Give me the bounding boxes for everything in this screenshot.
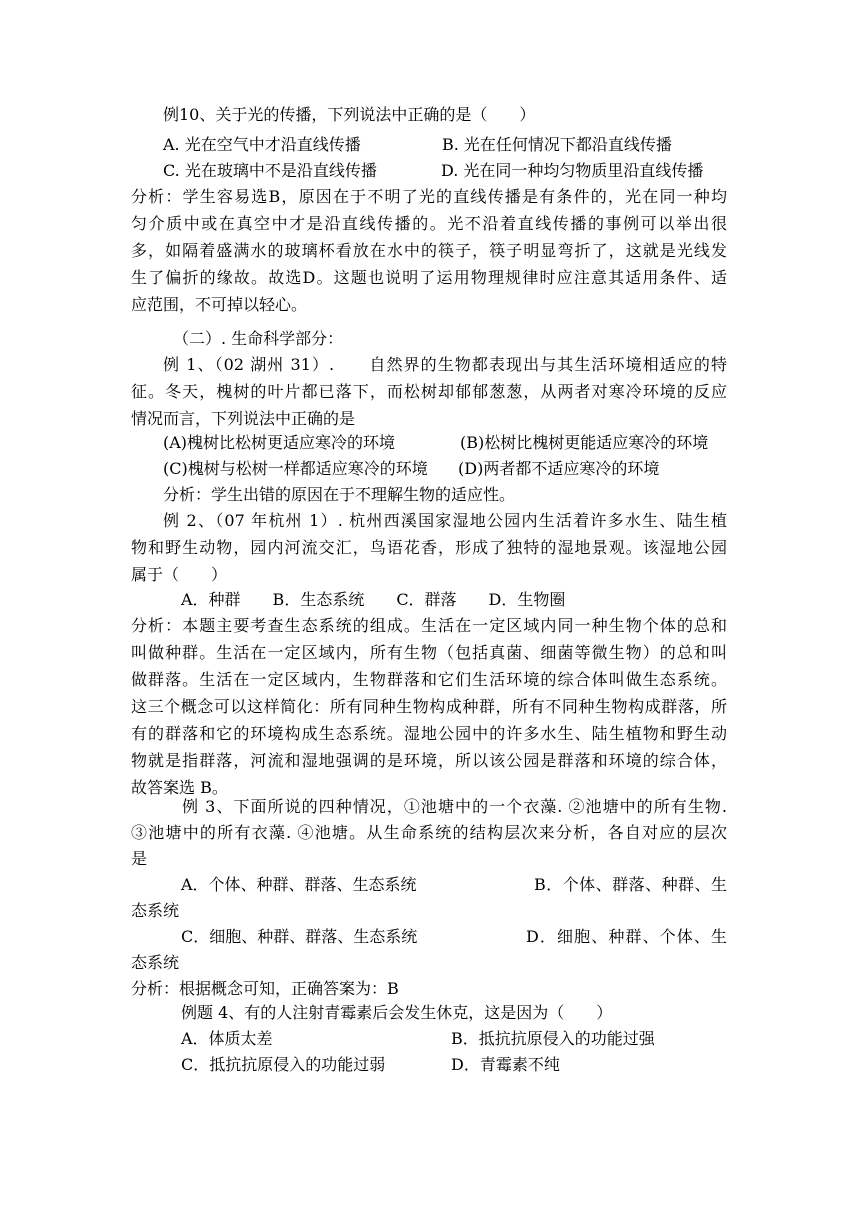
example-1-option-b: (B)松树比槐树更能适应寒冷的环境 <box>460 433 709 452</box>
example-10-analysis-line: 多，如隔着盛满水的玻璃杯看放在水中的筷子，筷子明显弯折了，这就是光线发 <box>131 241 727 260</box>
example-10-analysis-line: 分析：学生容易选B，原因在于不明了光的直线传播是有条件的，光在同一种均 <box>131 187 727 206</box>
example-4-option-a: A．体质太差 <box>181 1029 273 1048</box>
example-3-option-c: C．细胞、种群、群落、生态系统 <box>181 927 418 946</box>
example-10-option-b: B. 光在任何情况下都沿直线传播 <box>442 135 672 154</box>
example-10-option-c: C. 光在玻璃中不是沿直线传播 <box>163 161 377 180</box>
example-1-option-c: (C)槐树与松树一样都适应寒冷的环境 <box>163 459 428 478</box>
example-2-question-line: 属于（ ） <box>131 565 228 584</box>
example-4-option-b: B．抵抗抗原侵入的功能过强 <box>451 1029 655 1048</box>
example-1-option-d: (D)两者都不适应寒冷的环境 <box>458 459 660 478</box>
example-2-analysis-line: 有的群落和它的环境构成生态系统。湿地公园中的许多水生、陆生植物和野生动 <box>131 724 727 743</box>
example-3-option-a: A．个体、种群、群落、生态系统 <box>181 875 417 894</box>
example-2-analysis-line: 叫做种群。生活在一定区域内，所有生物（包括真菌、细菌等微生物）的总和叫 <box>131 643 727 662</box>
example-2-analysis-line: 这三个概念可以这样简化：所有同种生物构成种群，所有不同种生物构成群落，所 <box>131 697 727 716</box>
example-2-analysis-line: 做群落。生活在一定区域内，生物群落和它们生活环境的综合体叫做生态系统。 <box>131 670 727 689</box>
example-2-question-line: 例 2、（07 年杭州 1）. 杭州西溪国家湿地公园内生活着许多水生、陆生植 <box>163 511 727 530</box>
example-3-analysis: 分析：根据概念可知，正确答案为：B <box>131 979 399 998</box>
example-1-question-line: 征。冬天，槐树的叶片都已落下，而松树却郁郁葱葱，从两者对寒冷环境的反应 <box>131 382 727 401</box>
example-10-analysis-line: 生了偏折的缘故。故选D。这题也说明了运用物理规律时应注意其适用条件、适 <box>131 268 727 287</box>
example-1-option-a: (A)槐树比松树更适应寒冷的环境 <box>163 433 396 452</box>
example-2-analysis-line: 分析：本题主要考查生态系统的组成。生活在一定区域内同一种生物个体的总和 <box>131 616 727 635</box>
example-3-question-line: 例 3、下面所说的四种情况，①池塘中的一个衣藻. ②池塘中的所有生物. <box>182 797 727 816</box>
example-1-analysis: 分析：学生出错的原因在于不理解生物的适应性。 <box>163 485 516 504</box>
example-1-question-line: 例 1、（02 湖州 31）. 自然界的生物都表现出与其生活环境相适应的特 <box>163 355 727 374</box>
example-10-analysis-line: 匀介质中或在真空中才是沿直线传播的。光不沿着直线传播的事例可以举出很 <box>131 214 727 233</box>
example-3-question-line: ③池塘中的所有衣藻. ④池塘。从生命系统的结构层次来分析，各自对应的层次 <box>131 823 727 842</box>
example-1-question-line: 情况而言，下列说法中正确的是 <box>131 409 356 428</box>
example-2-analysis-line: 物就是指群落，河流和湿地强调的是环境，所以该公园是群落和环境的综合体， <box>131 751 727 770</box>
example-3-option-d-continued: 态系统 <box>131 953 180 972</box>
example-3-option-d: D．细胞、种群、个体、生 <box>526 927 727 946</box>
example-4-option-c: C．抵抗抗原侵入的功能过弱 <box>181 1055 386 1074</box>
example-3-option-b-continued: 态系统 <box>131 901 180 920</box>
example-2-question-line: 物和野生动物，园内河流交汇，鸟语花香，形成了独特的湿地景观。该湿地公园 <box>131 538 727 557</box>
example-4-question: 例题 4、有的人注射青霉素后会发生休克，这是因为（ ） <box>181 1003 613 1022</box>
example-3-question-line: 是 <box>131 849 148 868</box>
example-2-analysis-line: 故答案选 B。 <box>131 778 228 797</box>
example-10-question: 例10、关于光的传播，下列说法中正确的是（ ） <box>163 105 536 124</box>
section-heading: （二）. 生命科学部分： <box>173 329 344 348</box>
example-4-option-d: D．青霉素不纯 <box>451 1055 560 1074</box>
example-10-option-a: A. 光在空气中才沿直线传播 <box>163 135 361 154</box>
example-3-option-b: B．个体、群落、种群、生 <box>534 875 727 894</box>
example-2-options: A．种群 B．生态系统 C．群落 D．生物圈 <box>181 590 566 609</box>
example-10-option-d: D. 光在同一种均匀物质里沿直线传播 <box>441 161 704 180</box>
example-10-analysis-line: 应范围，不可掉以轻心。 <box>131 295 308 314</box>
